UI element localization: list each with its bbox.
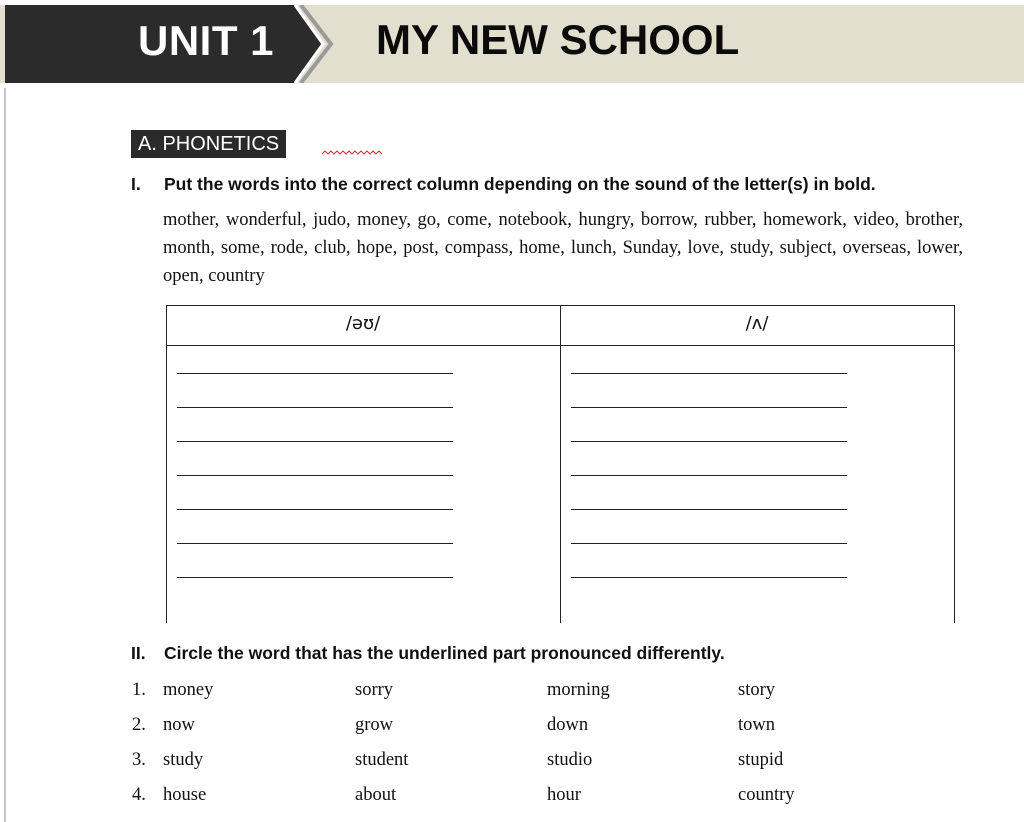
- exercise-2-instruction: Circle the word that has the underlined part pronounced differently.: [164, 643, 725, 663]
- option-word[interactable]: money: [163, 680, 214, 700]
- column-header-ou: /əʊ/: [345, 313, 381, 334]
- sound-table: [166, 305, 955, 623]
- answer-line[interactable]: [571, 577, 847, 578]
- exercise-2-number: II.: [131, 643, 146, 663]
- word-bank: mother, wonderful, judo, money, go, come, notebook, hungry, borrow, rubber, homework, video, brother, month, some, rode, club, hope, post, compass, home, lunch, Sunday, love, study, subject, overseas, lower, open, country: [163, 210, 963, 286]
- exercise-1-instruction: Put the words into the correct column depending on the sound of the letter(s) in bold.: [164, 174, 876, 194]
- answer-line[interactable]: [571, 441, 847, 442]
- option-word[interactable]: about: [355, 785, 397, 805]
- column-header-uh: /ʌ/: [745, 313, 769, 334]
- option-word[interactable]: morning: [547, 680, 610, 700]
- unit-title: MY NEW SCHOOL: [376, 16, 740, 63]
- answer-line[interactable]: [571, 509, 847, 510]
- option-word[interactable]: grow: [355, 715, 394, 735]
- question-number: 4.: [132, 785, 146, 805]
- unit-banner: [0, 0, 1024, 88]
- page-margin-rule: [4, 88, 6, 822]
- answer-line[interactable]: [177, 475, 453, 476]
- answer-line[interactable]: [177, 509, 453, 510]
- option-word[interactable]: now: [163, 715, 195, 735]
- answer-line[interactable]: [571, 543, 847, 544]
- table-border: [954, 305, 955, 623]
- section-a-label: A. PHONETICS: [131, 130, 286, 158]
- unit-label: UNIT 1: [138, 17, 275, 64]
- option-word[interactable]: down: [547, 715, 589, 735]
- exercise-1-number: I.: [131, 174, 141, 194]
- option-word[interactable]: house: [163, 785, 207, 805]
- option-word[interactable]: country: [738, 785, 795, 805]
- question-number: 3.: [132, 750, 146, 770]
- answer-line[interactable]: [571, 407, 847, 408]
- spellcheck-squiggle: [322, 150, 382, 158]
- exercise-1-heading: [131, 174, 876, 195]
- question-number: 2.: [132, 715, 146, 735]
- option-word[interactable]: sorry: [355, 680, 394, 700]
- answer-line[interactable]: [571, 373, 847, 374]
- option-word[interactable]: student: [355, 750, 409, 770]
- option-word[interactable]: studio: [547, 750, 593, 770]
- answer-line[interactable]: [177, 373, 453, 374]
- answer-line[interactable]: [177, 407, 453, 408]
- answer-line[interactable]: [177, 441, 453, 442]
- table-border: [166, 305, 167, 623]
- answer-line[interactable]: [177, 577, 453, 578]
- option-word[interactable]: hour: [547, 785, 581, 805]
- table-column-divider: [560, 305, 561, 623]
- unit-badge: [5, 5, 335, 83]
- option-word[interactable]: story: [738, 680, 775, 700]
- answer-line[interactable]: [177, 543, 453, 544]
- option-word[interactable]: study: [163, 750, 204, 770]
- option-word[interactable]: stupid: [738, 750, 784, 770]
- answer-line[interactable]: [571, 475, 847, 476]
- exercise-2-heading: [131, 643, 725, 664]
- question-number: 1.: [132, 680, 146, 700]
- option-word[interactable]: town: [738, 715, 775, 735]
